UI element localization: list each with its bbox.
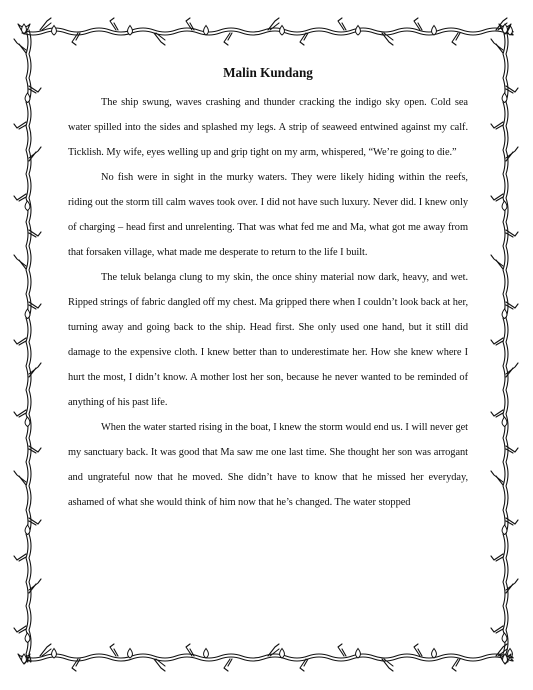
paragraph-2: No fish were in sight in the murky waters. They were likely hiding within the reefs, riding out the storm till calm waves took over. I did not have such luxury. Never did. I knew only of charging – head first and unrelenting. That was what fed me and Ma, what got me away from that forsaken village, what made me desperate to return to the life I built. xyxy=(68,172,468,258)
droplet-ornament xyxy=(52,649,57,659)
droplet-ornament xyxy=(502,309,507,319)
twig xyxy=(456,659,460,666)
droplet-ornament xyxy=(280,26,285,36)
twig xyxy=(456,33,460,40)
twig xyxy=(491,194,503,200)
droplet-ornament xyxy=(128,26,133,36)
twig xyxy=(491,554,503,560)
paragraph-4: When the water started rising in the boat, I knew the storm would end us. I will never get my sanctuary back. It was good that Ma saw me one last time. She thought her son was arrogant and ungrateful now that he moved. She didn’t have to know that he missed her everyday, ashamed of what she would think of him now that he’s changed. The water stopped xyxy=(68,422,468,508)
droplet-ornament xyxy=(356,649,361,659)
droplet-ornament xyxy=(22,654,27,664)
twig xyxy=(491,338,503,344)
twig xyxy=(491,410,503,416)
branch-line xyxy=(506,30,508,662)
droplet-ornament xyxy=(280,649,285,659)
twig xyxy=(228,659,232,666)
twig xyxy=(114,649,118,656)
twig xyxy=(76,659,80,666)
droplet-ornament xyxy=(204,649,209,659)
twig xyxy=(14,194,26,200)
droplet-ornament xyxy=(432,649,437,659)
droplet-ornament xyxy=(502,633,507,643)
twig xyxy=(14,122,26,128)
droplet-ornament xyxy=(25,633,30,643)
droplet-ornament xyxy=(502,525,507,535)
twig xyxy=(491,122,503,128)
paragraph-3: The teluk belanga clung to my skin, the once shiny material now dark, heavy, and wet. Ripped strings of fabric dangled off my chest. Ma gripped there when I couldn’t look back at her, turning away and going back to the ship. Head first. She only used one hand, but it still did damage to the expensive cloth. I knew better than to underestimate her. How she knew where I hurt the most, I didn’t know. A mother lost her son, because he never wanted to be reminded of anything of his past life. xyxy=(68,272,468,408)
branch-line xyxy=(22,657,513,661)
droplet-ornament xyxy=(128,649,133,659)
document-body xyxy=(68,64,468,515)
droplet-ornament xyxy=(52,26,57,36)
twig xyxy=(14,410,26,416)
droplet-ornament xyxy=(25,309,30,319)
twig xyxy=(14,338,26,344)
twig xyxy=(228,33,232,40)
twig xyxy=(114,23,118,30)
twig xyxy=(491,626,503,632)
droplet-ornament xyxy=(25,417,30,427)
droplet-ornament xyxy=(25,201,30,211)
paragraph-1: The ship swung, waves crashing and thunder cracking the indigo sky open. Cold sea water spilled into the sides and splashed my legs. A strip of seaweed entwined against my calf. Ticklish. My wife, eyes welling up and grip tight on my arm, whispered, “We’re going to die.” xyxy=(68,97,468,158)
twig xyxy=(14,554,26,560)
droplet-ornament xyxy=(502,201,507,211)
twig xyxy=(76,33,80,40)
twig xyxy=(14,626,26,632)
droplet-ornament xyxy=(25,93,30,103)
twig xyxy=(418,649,422,656)
twig xyxy=(342,649,346,656)
twig xyxy=(342,23,346,30)
twig xyxy=(418,23,422,30)
droplet-ornament xyxy=(432,26,437,36)
droplet-ornament xyxy=(502,417,507,427)
droplet-ornament xyxy=(356,26,361,36)
document-title: Malin Kundang xyxy=(223,65,313,80)
droplet-ornament xyxy=(25,525,30,535)
branch-line xyxy=(29,30,31,662)
branch-line xyxy=(22,31,513,35)
droplet-ornament xyxy=(22,24,27,34)
droplet-ornament xyxy=(502,93,507,103)
droplet-ornament xyxy=(204,26,209,36)
